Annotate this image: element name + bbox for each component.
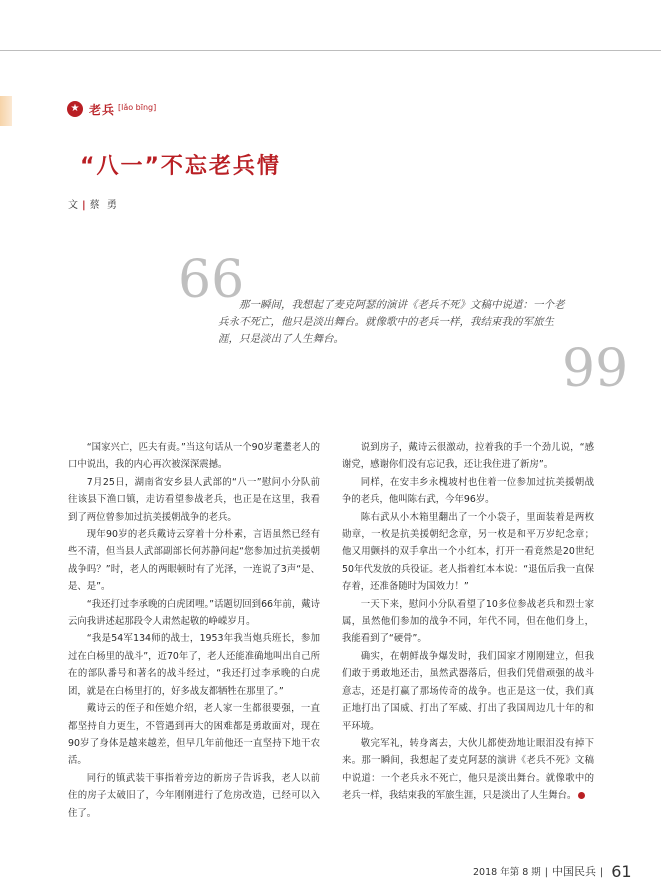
paragraph: “我是54军134师的战士，1953年我当炮兵班长，参加过在白杨里的战斗”，近70年了，老人还能准确地叫出自己所在的部队番号和著名的战斗经过，“我还打过李承晚的白虎团，就是在白杨里打的，好多战友都牺牲在那里了。”	[68, 633, 320, 697]
top-rule	[0, 50, 661, 51]
paragraph: 现年90岁的老兵戴诗云穿着十分朴素，言语虽然已经有些不清，但当县人武部副部长何苏静问起“您参加过抗美援朝战争吗？”时，老人的两眼顿时有了光泽，一连说了3声“是、是、是”。	[68, 529, 320, 593]
byline-prefix: 文	[68, 200, 80, 211]
section-pinyin: [lǎo bīng]	[118, 103, 157, 112]
close-quote-mark: 99	[562, 339, 629, 399]
paragraph-text: 敬完军礼，转身离去，大伙儿都使劲地让眼泪没有掉下来。那一瞬间，我想起了麦克阿瑟的演讲《老兵不死》文稿中说道：一个老兵永不死亡，他只是淡出舞台。就像歌中的老兵一样，我结束我的军旅生涯，只是淡出了人生舞台。	[342, 737, 594, 802]
byline-separator: |	[82, 200, 88, 211]
paragraph: 7月25日，湖南省安乡县人武部的“八一”慰问小分队前往该县下渔口镇，走访看望参战老兵，也正是在这里，我看到了两位曾参加过抗美援朝战争的老兵。	[68, 476, 320, 523]
paragraph: “国家兴亡，匹夫有责。”当这句话从一个90岁耄耋老人的口中说出，我的内心再次被深深震撼。	[68, 442, 320, 471]
paragraph: 戴诗云的侄子和侄媳介绍，老人家一生都很要强，一直都坚持自力更生，不管遇到再大的困难都是勇敢面对，现在90岁了身体是越来越差，但早几年前他还一直坚持下地干农活。	[68, 703, 320, 767]
paragraph: “我还打过李承晚的白虎团哩。”话题切回到66年前，戴诗云向我讲述起那段令人肃然起敬的峥嵘岁月。	[68, 598, 320, 628]
page-footer	[473, 862, 632, 881]
left-column	[68, 439, 320, 822]
article-title: “八一”不忘老兵情	[80, 154, 281, 179]
page-number: 61	[611, 862, 632, 881]
paragraph-final	[342, 735, 594, 805]
open-quote-mark: 66	[178, 250, 245, 310]
issue-label: 2018 年第 8 期	[473, 867, 541, 878]
paragraph: 同行的镇武装干事指着旁边的新房子告诉我，老人以前住的房子太破旧了，今年刚刚进行了危房改造，已经可以入住了。	[68, 772, 320, 819]
right-column	[342, 439, 594, 805]
section-name: 老兵	[89, 103, 116, 117]
footer-divider: |	[544, 867, 548, 878]
magazine-name: 中国民兵	[551, 865, 596, 878]
side-accent-bar	[0, 96, 12, 126]
paragraph: 确实，在朝鲜战争爆发时，我们国家才刚刚建立，但我们敢于勇敢地还击，虽然武器落后，但我们凭借顽强的战斗意志，还是打赢了那场传奇的战争。也正是这一仗，我们真正地打出了国威、打出了军威、打出了我国周边几十年的和平环境。	[342, 650, 594, 732]
byline	[68, 196, 119, 211]
paragraph: 同样，在安丰乡永槐坡村也住着一位参加过抗美援朝战争的老兵，他叫陈右武，今年96岁。	[342, 476, 594, 506]
paragraph: 一天下来，慰问小分队看望了10多位参战老兵和烈士家属，虽然他们参加的战争不同，年代不同，但在他们身上，我能看到了“硬骨”。	[342, 598, 594, 645]
star-icon: ★	[67, 101, 83, 117]
footer-divider: |	[599, 867, 604, 878]
byline-author: 蔡 勇	[89, 200, 119, 211]
pull-quote: 那一瞬间，我想起了麦克阿瑟的演讲《老兵不死》文稿中说道：一个老兵永不死亡，他只是淡出舞台。就像歌中的老兵一样，我结束我的军旅生涯，只是淡出了人生舞台。	[218, 299, 565, 345]
end-mark-icon	[578, 792, 585, 799]
paragraph: 说到房子，戴诗云很激动，拉着我的手一个劲儿说，“感谢党，感谢你们没有忘记我，还让我住进了新房”。	[342, 442, 594, 471]
paragraph: 陈右武从小木箱里翻出了一个小袋子，里面装着是两枚勋章，一枚是抗美援朝纪念章，另一枚是和平万岁纪念章；他又用颤抖的双手拿出一个小红本，打开一看竟然是20世纪50年代发放的兵役证。老人指着红本本说：“退伍后我一直保存着，还准备随时为国效力！”	[342, 511, 594, 593]
